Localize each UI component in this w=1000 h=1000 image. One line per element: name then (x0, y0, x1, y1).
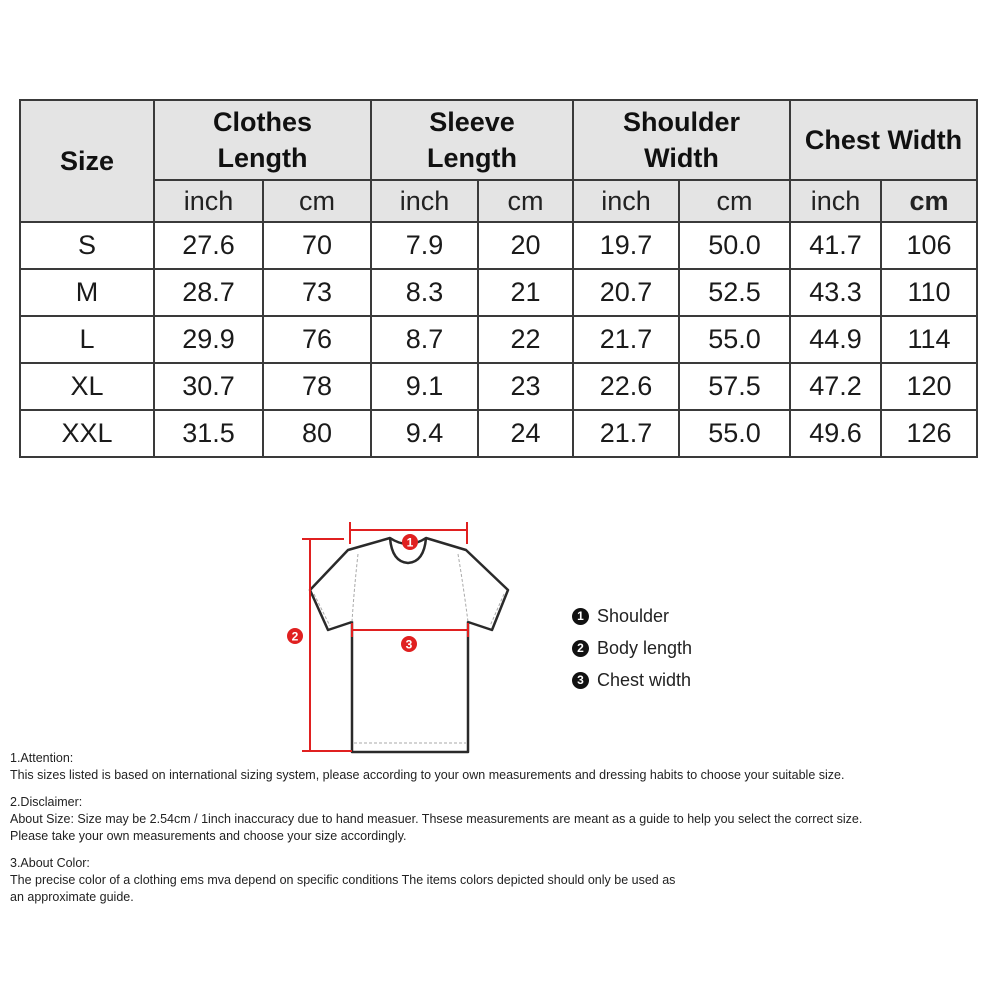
value-cell: 70 (263, 222, 371, 269)
value-cell: 27.6 (154, 222, 263, 269)
svg-text:2: 2 (291, 629, 299, 644)
value-cell: 24 (478, 410, 573, 457)
number-1-icon: 1 (572, 608, 589, 625)
value-cell: 28.7 (154, 269, 263, 316)
number-3-icon: 3 (572, 672, 589, 689)
value-cell: 21 (478, 269, 573, 316)
header-row (20, 100, 977, 180)
table-row (20, 363, 977, 410)
value-cell: 20.7 (573, 269, 679, 316)
value-cell: 22 (478, 316, 573, 363)
table-row (20, 269, 977, 316)
unit-header: inch (371, 180, 478, 222)
diagram-legend (572, 600, 692, 696)
value-cell: 43.3 (790, 269, 881, 316)
unit-header: cm (263, 180, 371, 222)
value-cell: 30.7 (154, 363, 263, 410)
svg-text:1: 1 (406, 535, 414, 550)
marker-2-icon (287, 628, 303, 644)
value-cell: 76 (263, 316, 371, 363)
value-cell: 9.4 (371, 410, 478, 457)
value-cell: 126 (881, 410, 977, 457)
note-text: Please take your own measurements and choose your size accordingly. (10, 829, 407, 843)
sleeve-length-header: Sleeve Length (371, 100, 573, 180)
chest-width-header: Chest Width (790, 100, 977, 180)
value-cell: 21.7 (573, 410, 679, 457)
value-cell: 57.5 (679, 363, 790, 410)
unit-header: inch (573, 180, 679, 222)
size-cell: XL (20, 363, 154, 410)
value-cell: 22.6 (573, 363, 679, 410)
unit-header: inch (154, 180, 263, 222)
table-row (20, 316, 977, 363)
note-title: 3.About Color: (10, 856, 90, 870)
value-cell: 55.0 (679, 316, 790, 363)
size-cell: M (20, 269, 154, 316)
size-cell: S (20, 222, 154, 269)
clothes-length-header: Clothes Length (154, 100, 371, 180)
value-cell: 44.9 (790, 316, 881, 363)
size-cell: L (20, 316, 154, 363)
value-cell: 47.2 (790, 363, 881, 410)
legend-item-shoulder (572, 600, 692, 632)
svg-text:3: 3 (405, 637, 413, 652)
marker-3-icon (401, 636, 417, 652)
note-text: The precise color of a clothing ems mva depend on specific conditions The items colors depicted should only be used as (10, 873, 676, 887)
tshirt-diagram (270, 510, 530, 760)
legend-label: Body length (597, 637, 693, 658)
note-about-color (10, 855, 1000, 906)
note-text: About Size: Size may be 2.54cm / 1inch inaccuracy due to hand measuer. Thsese measurements are meant as a guide to help you select the correct size. (10, 812, 863, 826)
value-cell: 78 (263, 363, 371, 410)
value-cell: 120 (881, 363, 977, 410)
table-row (20, 222, 977, 269)
legend-item-body-length (572, 632, 692, 664)
note-title: 2.Disclaimer: (10, 795, 83, 809)
value-cell: 23 (478, 363, 573, 410)
table-row (20, 410, 977, 457)
note-text: This sizes listed is based on international sizing system, please according to your own measurements and dressing habits to choose your suitable size. (10, 768, 845, 782)
note-attention (10, 750, 1000, 784)
value-cell: 7.9 (371, 222, 478, 269)
value-cell: 49.6 (790, 410, 881, 457)
value-cell: 50.0 (679, 222, 790, 269)
shoulder-width-header: Shoulder Width (573, 100, 790, 180)
legend-item-chest-width (572, 664, 692, 696)
value-cell: 106 (881, 222, 977, 269)
notes-section (10, 750, 1000, 916)
value-cell: 8.7 (371, 316, 478, 363)
marker-1-icon (402, 534, 418, 550)
size-cell: XXL (20, 410, 154, 457)
tshirt-icon (270, 510, 530, 760)
unit-header: cm (478, 180, 573, 222)
size-header: Size (20, 100, 154, 222)
value-cell: 8.3 (371, 269, 478, 316)
legend-label: Chest width (597, 669, 692, 690)
value-cell: 21.7 (573, 316, 679, 363)
legend-label: Shoulder (597, 605, 670, 626)
value-cell: 20 (478, 222, 573, 269)
value-cell: 110 (881, 269, 977, 316)
value-cell: 41.7 (790, 222, 881, 269)
note-text: an approximate guide. (10, 890, 134, 904)
value-cell: 114 (881, 316, 977, 363)
value-cell: 29.9 (154, 316, 263, 363)
number-2-icon: 2 (572, 640, 589, 657)
value-cell: 80 (263, 410, 371, 457)
value-cell: 55.0 (679, 410, 790, 457)
unit-header: cm (679, 180, 790, 222)
unit-row (20, 180, 977, 222)
note-disclaimer (10, 794, 1000, 845)
unit-header: inch (790, 180, 881, 222)
value-cell: 9.1 (371, 363, 478, 410)
note-title: 1.Attention: (10, 751, 74, 765)
value-cell: 31.5 (154, 410, 263, 457)
unit-header: cm (881, 180, 977, 222)
value-cell: 19.7 (573, 222, 679, 269)
value-cell: 73 (263, 269, 371, 316)
size-chart-table (19, 99, 978, 458)
value-cell: 52.5 (679, 269, 790, 316)
